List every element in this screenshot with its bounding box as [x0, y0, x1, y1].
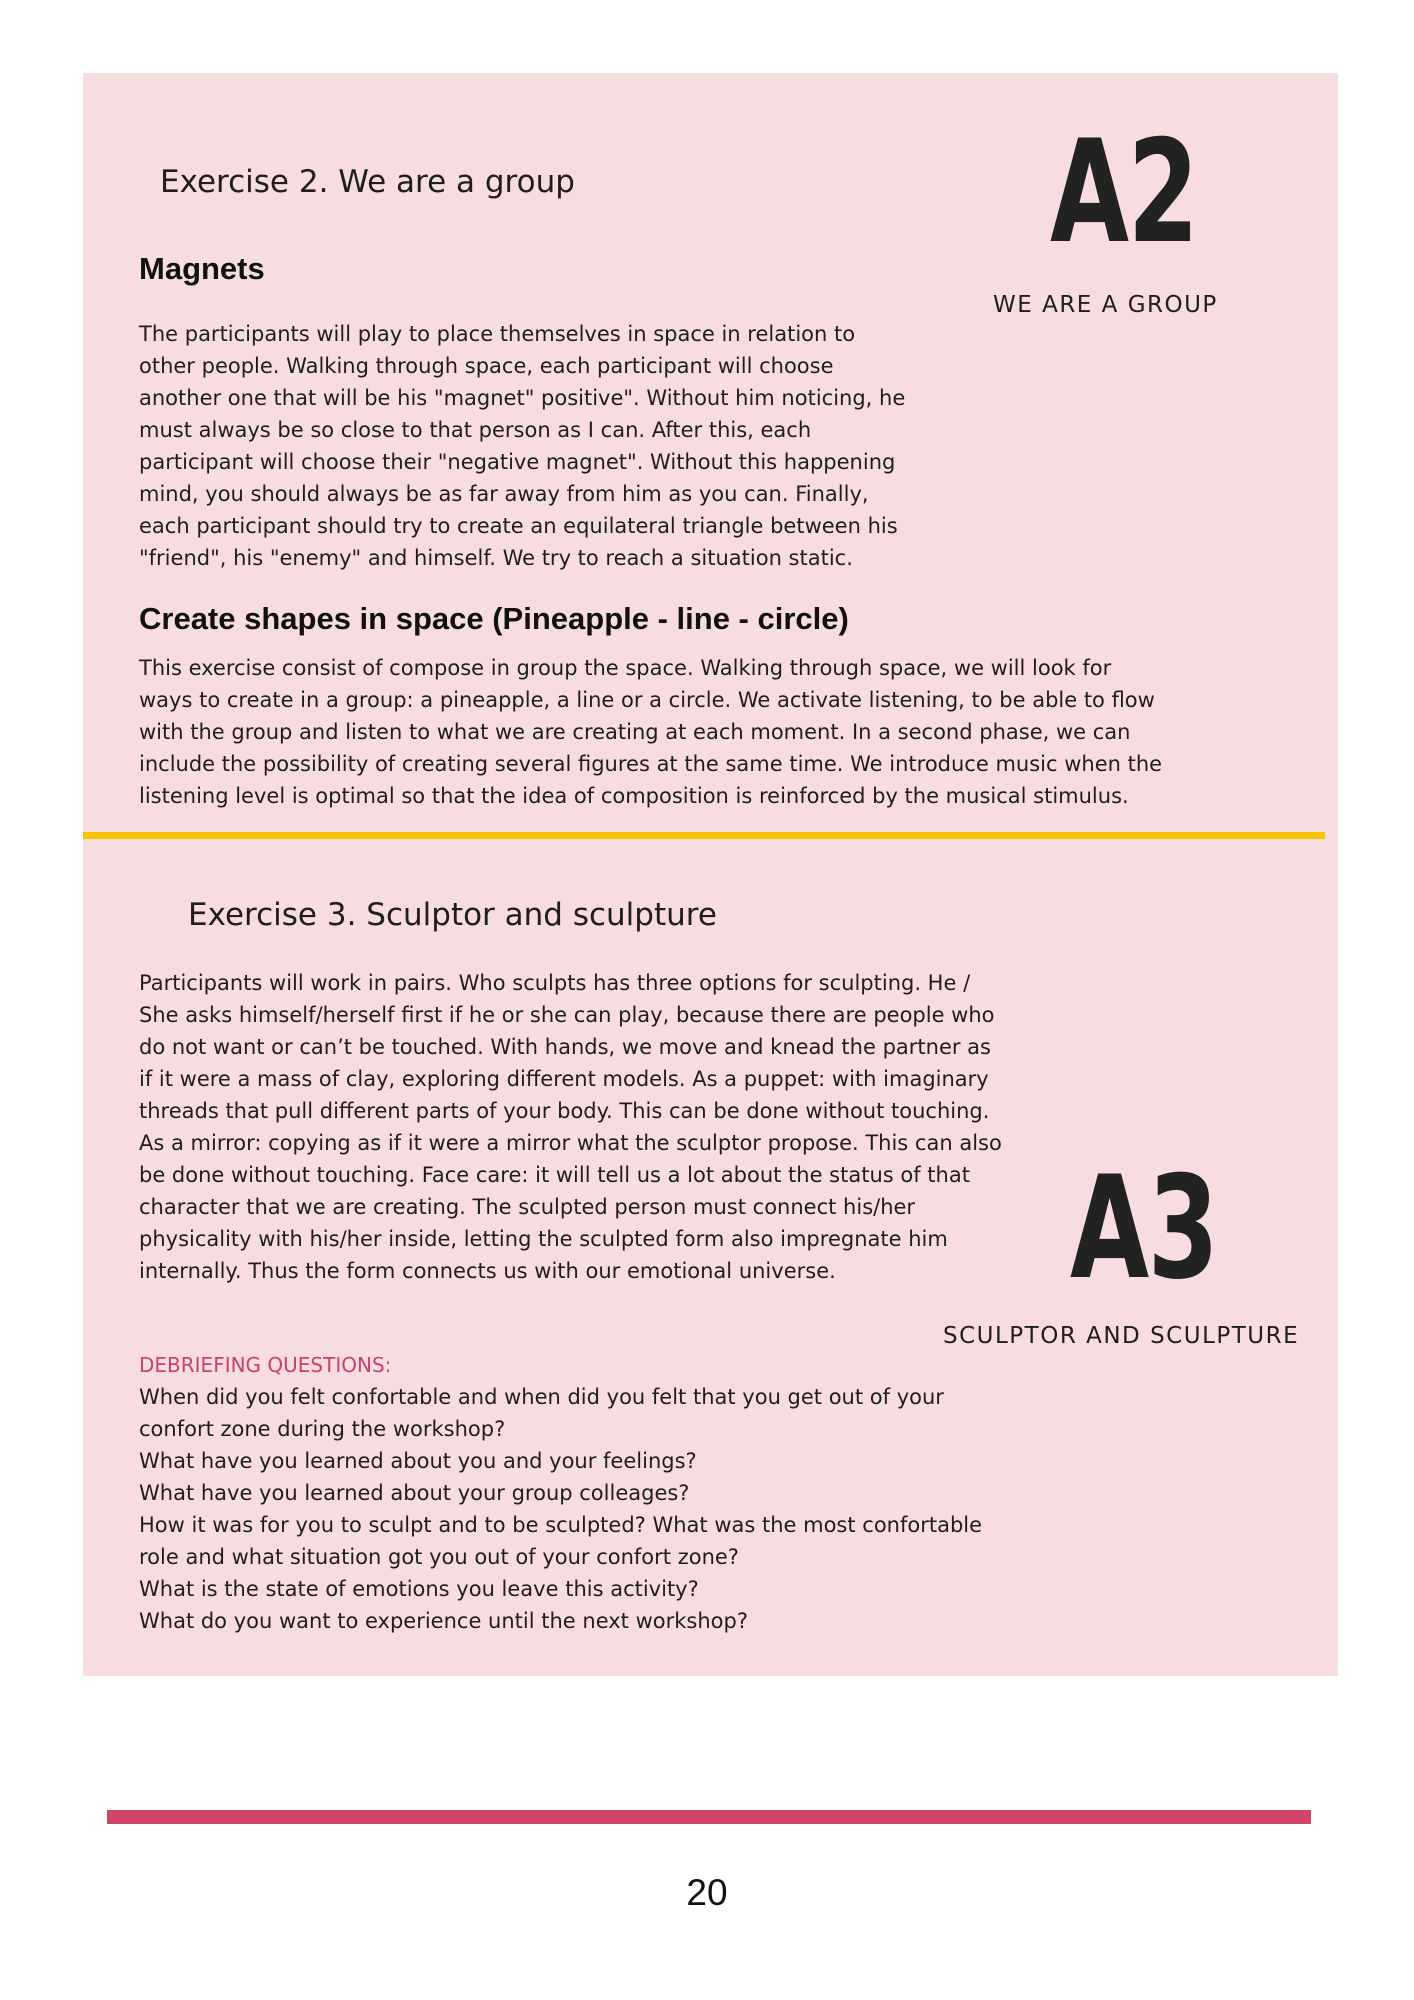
text-line: Participants will work in pairs. Who sculpts has three options for sculpting. He / — [139, 971, 971, 995]
question-line: What have you learned about you and your feelings? — [139, 1449, 697, 1473]
text-line: participant will choose their "negative magnet". Without this happening — [139, 450, 896, 474]
magnets-heading: Magnets — [139, 251, 265, 286]
magnets-paragraph — [139, 318, 905, 574]
question-line: confort zone during the workshop? — [139, 1417, 506, 1441]
question-line: How it was for you to sculpt and to be sculpted? What was the most confortable — [139, 1513, 983, 1537]
text-line: if it were a mass of clay, exploring different models. As a puppet: with imaginary — [139, 1067, 989, 1091]
page-number: 20 — [686, 1872, 728, 1913]
question-line: When did you felt confortable and when did you felt that you get out of your — [139, 1385, 944, 1409]
text-line: "friend", his "enemy" and himself. We try to reach a situation static. — [139, 546, 853, 570]
exercise-3-code: A3 — [1070, 1146, 1218, 1311]
section-divider — [83, 832, 1325, 839]
exercise-2-title: Exercise 2. We are a group — [160, 164, 575, 200]
text-line: listening level is optimal so that the idea of composition is reinforced by the musical stimulus. — [139, 784, 1129, 808]
text-line: mind, you should always be as far away from him as you can. Finally, — [139, 482, 869, 506]
text-line: do not want or can’t be touched. With hands, we move and knead the partner as — [139, 1035, 991, 1059]
shapes-heading: Create shapes in space (Pineapple - line - circle) — [139, 601, 849, 636]
shapes-paragraph — [139, 652, 1162, 812]
text-line: must always be so close to that person as I can. After this, each — [139, 418, 812, 442]
text-line: This exercise consist of compose in group the space. Walking through space, we will look for — [139, 656, 1112, 680]
exercise-2-code: A2 — [1050, 110, 1198, 275]
text-line: She asks himself/herself first if he or she can play, because there are people who — [139, 1003, 995, 1027]
text-line: physicality with his/her inside, letting the sculpted form also impregnate him — [139, 1227, 948, 1251]
question-line: What have you learned about your group colleages? — [139, 1481, 690, 1505]
exercise-3-title: Exercise 3. Sculptor and sculpture — [188, 897, 717, 933]
question-line: What do you want to experience until the next workshop? — [139, 1609, 748, 1633]
text-line: be done without touching. Face care: it will tell us a lot about the status of that — [139, 1163, 970, 1187]
sculptor-paragraph — [139, 967, 1002, 1287]
question-line: What is the state of emotions you leave this activity? — [139, 1577, 699, 1601]
text-line: ways to create in a group: a pineapple, a line or a circle. We activate listening, to be able to flow — [139, 688, 1155, 712]
text-line: character that we are creating. The sculpted person must connect his/her — [139, 1195, 916, 1219]
text-line: another one that will be his "magnet" positive". Without him noticing, he — [139, 386, 906, 410]
text-line: include the possibility of creating several figures at the same time. We introduce music when the — [139, 752, 1163, 776]
text-line: with the group and listen to what we are creating at each moment. In a second phase, we can — [139, 720, 1131, 744]
exercise-2-caption: WE ARE A GROUP — [993, 292, 1218, 318]
text-line: The participants will play to place themselves in space in relation to — [139, 322, 856, 346]
debriefing-questions — [139, 1381, 982, 1637]
text-line: each participant should try to create an equilateral triangle between his — [139, 514, 898, 538]
text-line: other people. Walking through space, each participant will choose — [139, 354, 834, 378]
text-line: As a mirror: copying as if it were a mirror what the sculptor propose. This can also — [139, 1131, 1002, 1155]
text-line: threads that pull different parts of your body. This can be done without touching. — [139, 1099, 990, 1123]
debriefing-label: DEBRIEFING QUESTIONS: — [139, 1353, 392, 1377]
exercise-3-caption: SCULPTOR AND SCULPTURE — [943, 1323, 1300, 1349]
text-line: internally. Thus the form connects us with our emotional universe. — [139, 1259, 836, 1283]
footer-bar — [107, 1810, 1311, 1824]
question-line: role and what situation got you out of your confort zone? — [139, 1545, 739, 1569]
